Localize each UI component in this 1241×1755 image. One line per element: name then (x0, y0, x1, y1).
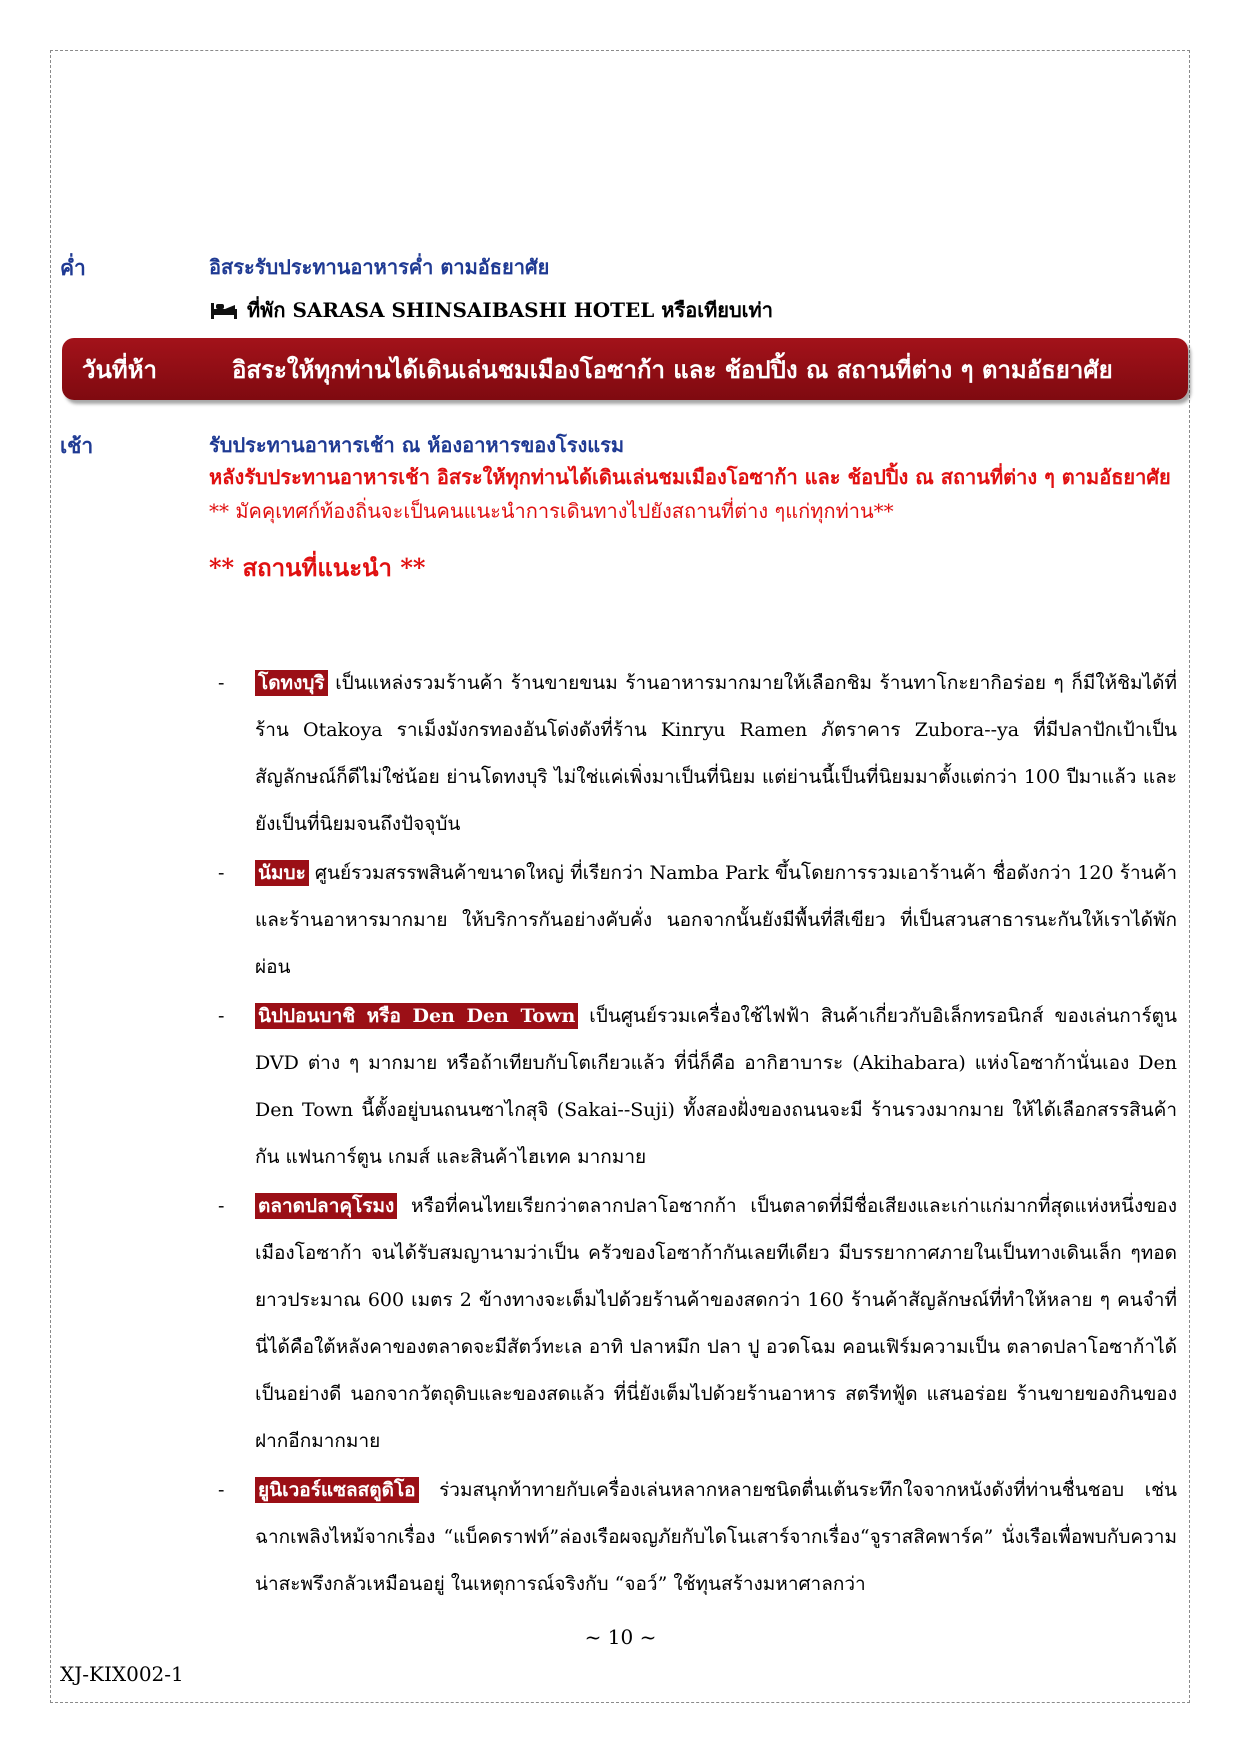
list-item (60, 1183, 1180, 1465)
free-time-text: หลังรับประทานอาหารเช้า อิสระให้ทุกท่านได้เดินเล่นชมเมืองโอซาก้า และ ช้อปปิ้ง ณ สถานที่ต่าง ๆ ตามอัธยาศัย (209, 465, 1171, 489)
list-item (60, 850, 1180, 991)
dinner-label: ค่ำ (60, 255, 86, 280)
place-description: ศูนย์รวมสรรพสินค้าขนาดใหญ่ ที่เรียกว่า Namba Park ขึ้นโดยการรวมเอาร้านค้า ชื่อดังกว่า 120 ร้านค้า และร้านอาหารมากมาย ให้บริการกันอย่างคับคั่ง นอกจากนั้นยังมีพื้นที่สีเขียว ที่เป็นสวนสาธารนะกันให้เราได้พักผ่อน (255, 862, 1177, 978)
place-description: เป็นแหล่งรวมร้านค้า ร้านขายขนม ร้านอาหารมากมายให้เลือกชิม ร้านทาโกะยากิอร่อย ๆ ก็มีให้ชิมได้ที่ร้าน Otakoya ราเม็งมังกรทองอันโด่งดังที่ร้าน Kinryu Ramen ภัตราคาร Zubora--ya ที่มีปลาปักเป้าเป็นสัญลักษณ์ก็ดีไม่ใช่น้อย ย่านโดทงบุริ ไม่ใช่แค่เพิ่งมาเป็นที่นิยม แต่ย่านนี้เป็นที่นิยมมาตั้งแต่กว่า 100 ปีมาแล้ว และยังเป็นที่นิยมจนถึงปัจจุบัน (255, 672, 1177, 835)
place-description: เป็นศูนย์รวมเครื่องใช้ไฟฟ้า สินค้าเกี่ยวกับอิเล็กทรอนิกส์ ของเล่นการ์ตูน DVD ต่าง ๆ มากมาย หรือถ้าเทียบกับโตเกียวแล้ว ที่นี่ก็คือ อากิฮาบาระ (Akihabara) แห่งโอซาก้านั่นเอง Den Den Town นี้ตั้งอยู่บนถนนซาไกสุจิ (Sakai--Suji) ทั้งสองฝั่งของถนนจะมี ร้านรวงมากมาย ให้ได้เลือกสรรสินค้ากัน แฟนการ์ตูน เกมส์ และสินค้าไฮเทค มากมาย (255, 1005, 1177, 1168)
list-item (60, 993, 1180, 1181)
place-tag: นิปปอนบาชิ หรือ Den Den Town (255, 1003, 578, 1029)
place-tag: โดทงบุริ (255, 670, 328, 696)
document-code: XJ-KIX002-1 (60, 1662, 184, 1686)
recommended-list (60, 660, 1180, 1610)
list-dash: - (218, 862, 225, 884)
place-tag: นัมบะ (255, 860, 309, 886)
dinner-content (209, 252, 1180, 326)
place-tag: ตลาดปลาคุโรมง (255, 1193, 397, 1219)
bed-icon (209, 299, 239, 321)
guide-note: ** มัคคุเทศก์ท้องถิ่นจะเป็นคนแนะนำการเดินทางไปยังสถานที่ต่าง ๆแก่ทุกท่าน** (209, 499, 894, 523)
morning-content (209, 430, 1180, 587)
place-description: ร่วมสนุกท้าทายกับเครื่องเล่นหลากหลายชนิดตื่นเต้นระทึกใจจากหนังดังที่ท่านชื่นชอบ เช่น ฉากเพลิงไหม้จากเรื่อง “แบ็คดราฟท์”ล่องเรือผจญภัยกับไดโนเสาร์จากเรื่อง“จูราสสิคพาร์ค” นั่งเรือเพื่อพบกับความน่าสะพรึงกลัวเหมือนอยู่ ในเหตุการณ์จริงกับ “จอว์” ใช้ทุนสร้างมหาศาลกว่า (255, 1479, 1177, 1595)
list-item (60, 1467, 1180, 1608)
recommended-heading: ** สถานที่แนะนำ ** (209, 553, 426, 582)
day-banner (62, 338, 1188, 400)
day-title: อิสระให้ทุกท่านได้เดินเล่นชมเมืองโอซาก้า และ ช้อปปิ้ง ณ สถานที่ต่าง ๆ ตามอัธยาศัย (232, 354, 1113, 384)
morning-label: เช้า (60, 433, 94, 458)
place-description: หรือที่คนไทยเรียกว่าตลากปลาโอซากก้า เป็นตลาดที่มีชื่อเสียงและเก่าแก่มากที่สุดแห่งหนึ่งของเมืองโอซาก้า จนได้รับสมญานามว่าเป็น ครัวของโอซาก้ากันเลยทีเดียว มีบรรยากาศภายในเป็นทางเดินเล็ก ๆทอดยาวประมาณ 600 เมตร 2 ข้างทางจะเต็มไปด้วยร้านค้าของสดกว่า 160 ร้านค้าสัญลักษณ์ที่ทำให้หลาย ๆ คนจำที่นี่ได้คือใต้หลังคาของตลาดจะมีสัตว์ทะเล อาทิ ปลาหมึก ปลา ปู อวดโฉม คอนเฟิร์มความเป็น ตลาดปลาโอซาก้าได้เป็นอย่างดี นอกจากวัตถุดิบและของสดแล้ว ที่นี่ยังเต็มไปด้วยร้านอาหาร สตรีทฟู้ด แสนอร่อย ร้านขายของกินของฝากอีกมากมาย (255, 1195, 1177, 1452)
place-tag: ยูนิเวอร์แซลสตูดิโอ (255, 1477, 419, 1503)
page-number: ~ 10 ~ (584, 1625, 657, 1649)
hotel-line (209, 294, 1180, 326)
list-dash: - (218, 1479, 225, 1501)
list-dash: - (218, 1005, 225, 1027)
breakfast-text: รับประทานอาหารเช้า ณ ห้องอาหารของโรงแรม (209, 433, 625, 457)
hotel-text: ที่พัก SARASA SHINSAIBASHI HOTEL หรือเทียบเท่า (247, 298, 773, 322)
dinner-text: อิสระรับประทานอาหารค่ำ ตามอัธยาศัย (209, 255, 550, 279)
list-dash: - (218, 672, 225, 694)
day-label: วันที่ห้า (82, 354, 157, 384)
list-dash: - (218, 1195, 225, 1217)
list-item (60, 660, 1180, 848)
